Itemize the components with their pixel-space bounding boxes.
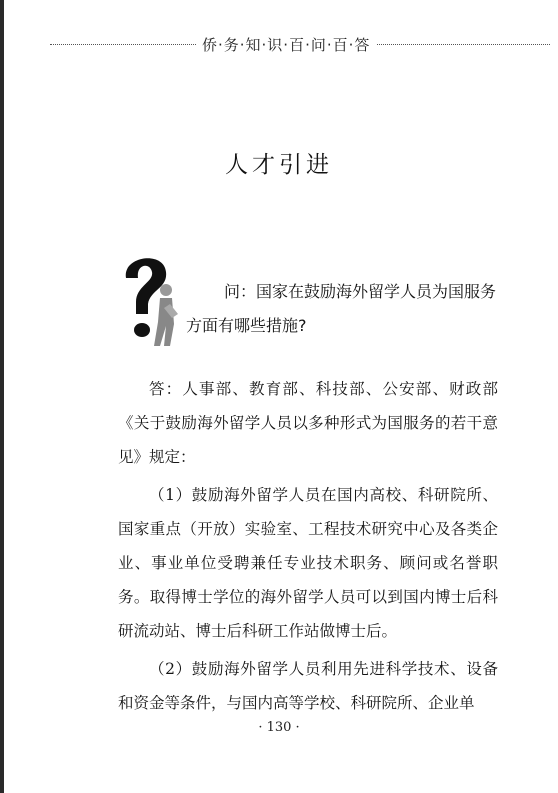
answer-paragraph: 答：人事部、教育部、科技部、公安部、财政部《关于鼓励海外留学人员以多种形式为国服务的若干意见》规定： <box>118 380 498 466</box>
page-number: · 130 · <box>258 720 300 735</box>
running-header: 侨·务·知·识·百·问·百·答 <box>196 34 376 55</box>
question-line-2: 方面有哪些措施? <box>186 316 307 335</box>
answer-body <box>118 372 498 720</box>
question-line-1: 问：国家在鼓励海外留学人员为国服务 <box>224 282 497 301</box>
question-mark-thinker-icon <box>112 248 192 348</box>
answer-paragraph: （2）鼓励海外留学人员利用先进科学技术、设备和资金等条件，与国内高等学校、科研院所、企业单 <box>118 660 498 712</box>
page-left-border <box>0 0 4 793</box>
answer-paragraph: （1）鼓励海外留学人员在国内高校、科研院所、国家重点（开放）实验室、工程技术研究中心及各类企业、事业单位受聘兼任专业技术职务、顾问或名誉职务。取得博士学位的海外留学人员可以到国内博士后科研流动站、博士后科研工作站做博士后。 <box>118 486 498 640</box>
question-text <box>186 275 506 343</box>
chapter-title: 人才引进 <box>225 152 333 178</box>
